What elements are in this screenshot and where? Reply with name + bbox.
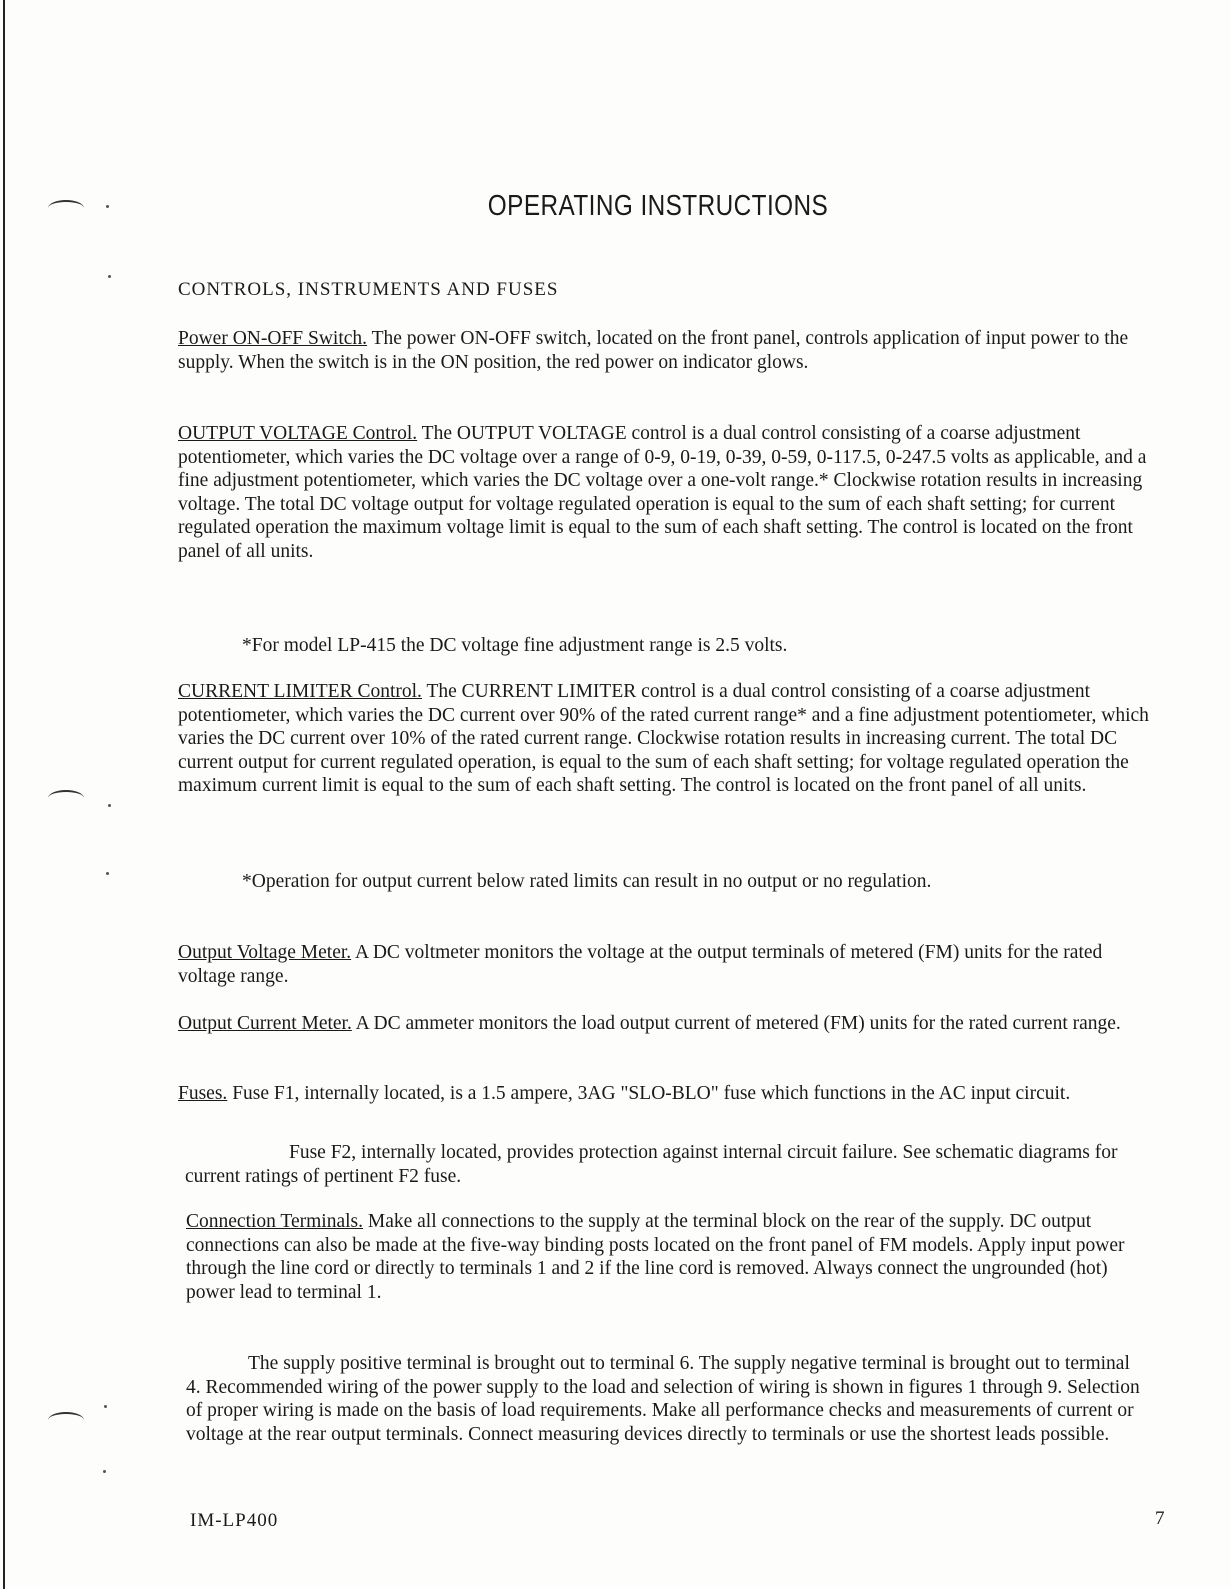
paragraph-text: The OUTPUT VOLTAGE control is a dual control consisting of a coarse adjustment potentiometer, which varies the DC voltage over a range of 0-9, 0-19, 0-39, 0-59, 0-117.5, 0-247.5 volts as applicable, and a fine adjustment potentiometer, which varies the DC voltage over a one-volt range.* Clockwise rotation results in increasing voltage. The total DC voltage output for voltage regulated operation is equal to the sum of each shaft setting; for current regulated operation the maximum voltage limit is equal to the sum of each shaft setting. The control is located on the front panel of all units. — [178, 423, 1147, 562]
page-title: OPERATING INSTRUCTIONS — [487, 190, 829, 222]
output-voltage-paragraph — [178, 422, 1156, 563]
document-id: IM-LP400 — [190, 1510, 279, 1531]
paragraph-lead: Fuses. — [178, 1083, 228, 1104]
wiring-paragraph: The supply positive terminal is brought out to terminal 6. The supply negative terminal is brought out to terminal 4. Recommended wiring of the power supply to the load and selection of wiring is shown in figures 1 through 9. Selection of proper wiring is made on the basis of load requirements. Make all performance checks and measurements of current or voltage at the rear output terminals. Connect measuring devices directly to terminals or use the shortest leads possible. — [186, 1353, 1140, 1445]
paragraph-lead: OUTPUT VOLTAGE Control. — [178, 423, 418, 444]
paragraph-lead: Connection Terminals. — [186, 1211, 363, 1232]
paragraph-text: Make all connections to the supply at the terminal block on the rear of the supply. DC output connections can also be made at the five-way binding posts located on the front panel of FM models. Apply input power through the line cord or directly to terminals 1 and 2 if the line cord is removed. Always connect the ungrounded (hot) power lead to terminal 1. — [186, 1211, 1125, 1303]
scan-speck — [108, 804, 111, 807]
current-meter-paragraph — [178, 1012, 1156, 1036]
current-footnote: *Operation for output current below rated limits can result in no output or no regulation. — [242, 871, 932, 892]
paragraph-lead: Output Current Meter. — [178, 1013, 352, 1034]
paragraph-text: A DC ammeter monitors the load output current of metered (FM) units for the rated current range. — [351, 1013, 1121, 1034]
binder-hole-mark — [48, 1412, 84, 1428]
paragraph-text: The CURRENT LIMITER control is a dual control consisting of a coarse adjustment potentiometer, which varies the DC current over 90% of the rated current range* and a fine adjustment potentiometer, which varies the DC current over 10% of the rated current range. Clockwise rotation results in increasing current. The total DC current output for current regulated operation, is equal to the sum of each shaft setting; for voltage regulated operation the maximum current limit is equal to the sum of each shaft setting. The control is located on the front panel of all units. — [178, 681, 1149, 796]
scan-speck — [104, 1405, 107, 1408]
binder-hole-mark — [48, 790, 84, 806]
fuse-f2-paragraph: Fuse F2, internally located, provides protection against internal circuit failure. See schematic diagrams for current ratings of pertinent F2 fuse. — [185, 1142, 1118, 1187]
section-heading: CONTROLS, INSTRUMENTS AND FUSES — [178, 279, 559, 300]
paragraph-text: Fuse F1, internally located, is a 1.5 ampere, 3AG "SLO-BLO" fuse which functions in the AC input circuit. — [227, 1083, 1071, 1104]
scan-speck — [103, 1470, 106, 1473]
paragraph-text: A DC voltmeter monitors the voltage at the output terminals of metered (FM) units for the rated voltage range. — [178, 942, 1103, 987]
scan-speck — [106, 872, 109, 875]
voltage-footnote: *For model LP-415 the DC voltage fine adjustment range is 2.5 volts. — [242, 635, 788, 656]
paragraph-text: The power ON-OFF switch, located on the front panel, controls application of input power to the supply. When the switch is in the ON position, the red power on indicator glows. — [178, 328, 1129, 373]
scan-speck — [108, 275, 111, 278]
fuses-paragraph — [178, 1082, 1168, 1106]
paragraph-lead: CURRENT LIMITER Control. — [178, 681, 422, 702]
current-limiter-paragraph — [178, 680, 1156, 798]
binder-hole-mark — [48, 200, 84, 216]
power-switch-paragraph — [178, 327, 1156, 374]
voltage-meter-paragraph — [178, 941, 1156, 988]
page-number: 7 — [1155, 1508, 1165, 1529]
page-left-edge — [3, 0, 5, 1589]
connection-terminals-paragraph — [186, 1210, 1146, 1304]
paragraph-lead: Output Voltage Meter. — [178, 942, 352, 963]
paragraph-lead: Power ON-OFF Switch. — [178, 328, 368, 349]
